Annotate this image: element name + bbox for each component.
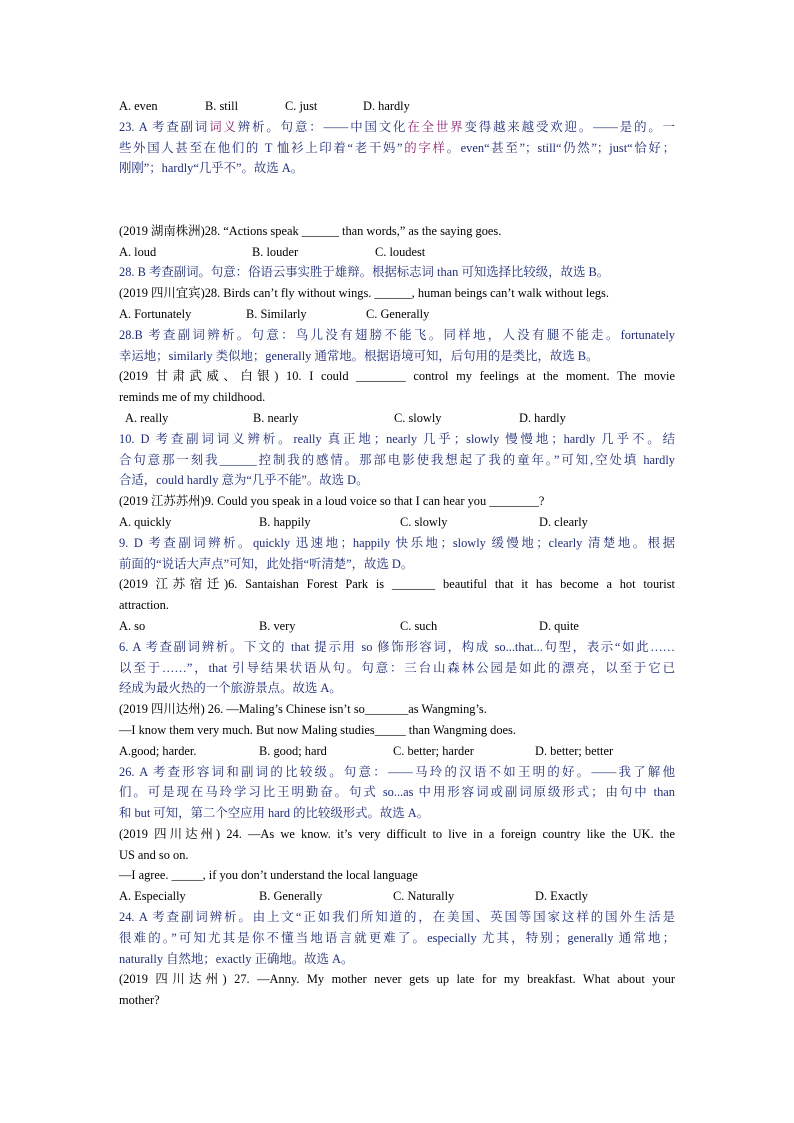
q23-options [119, 96, 675, 117]
option: C. loudest [375, 244, 426, 259]
q24-options [119, 886, 675, 907]
q23-option-a: A. even [119, 99, 158, 113]
option: A. quickly [119, 514, 172, 529]
option: C. slowly [400, 514, 448, 529]
q6-stem-line2: attraction. [119, 598, 169, 613]
q26-stem-line2: —I know them very much. But now Maling studies_____ than Wangming does. [119, 722, 516, 737]
option: A. Fortunately [119, 306, 192, 321]
q23-explanation-line1: 23. A 考查副词词义辨析。句意：——中国文化在全世界变得越来越受欢迎。——是的。一 [119, 119, 676, 134]
q27-stem-line2: mother? [119, 993, 160, 1008]
q24-explanation-line3: naturally 自然地；exactly 正确地。故选 A。 [119, 951, 354, 966]
option: B. happily [259, 514, 311, 529]
q24-explanation-line1: 24. A 考查副词辨析。由上文“正如我们所知道的，在美国、英国等国家这样的国外生活是 [119, 910, 675, 925]
q26-options [119, 741, 675, 762]
q24-explanation-line2: 很难的。”可知尤其是你不懂当地语言就更难了。especially 尤其，特别；generally 通常地； [119, 930, 675, 945]
q28-yibin-options [119, 304, 675, 325]
option: A.good; harder. [119, 743, 197, 758]
document-body [119, 96, 675, 1011]
q6-explanation-line2: 以至于……”，that 引导结果状语从句。句意：三台山森林公园是如此的漂亮，以至于它已 [119, 660, 675, 675]
option: B. Generally [259, 889, 323, 904]
q10-stem-line2: reminds me of my childhood. [119, 390, 266, 405]
q24-stem-line3: —I agree. _____, if you don’t understand the local language [119, 868, 418, 883]
option: A. so [119, 618, 146, 633]
q28-yibin-explanation-line1: 28.B 考查副词辨析。句意：鸟儿没有翅膀不能飞。同样地，人没有腿不能走。fortunately [119, 327, 675, 342]
q10-stem-line1: (2019 甘肃武威、白银) 10. I could ________ control my feelings at the moment. The movie [119, 369, 675, 384]
option: D. quite [539, 618, 579, 633]
q28-zhuzhou-explanation: 28. B 考查副词。句意：俗语云事实胜于雄辩。根据标志词 than 可知选择比较级，故选 B。 [119, 265, 610, 280]
q24-stem-line2: US and so on. [119, 847, 189, 862]
q26-explanation-line3: 和 but 可知，第二个空应用 hard 的比较级形式。故选 A。 [119, 806, 430, 821]
q9-explanation-line1: 9. D 考查副词辨析。quickly 迅速地；happily 快乐地；slowly 缓慢地；clearly 清楚地。根据 [119, 535, 675, 550]
option: D. clearly [539, 514, 588, 529]
option: D. Exactly [535, 889, 588, 904]
option: C. Naturally [393, 889, 455, 904]
option: A. Especially [119, 889, 186, 904]
option: B. Similarly [246, 306, 307, 321]
option: C. better; harder [393, 743, 474, 758]
option: D. hardly [519, 410, 566, 425]
q23-option-c: C. just [285, 99, 318, 113]
q23-option-d: D. hardly [363, 99, 410, 113]
option: A. really [125, 410, 169, 425]
q10-explanation-line3: 合适，could hardly 意为“几乎不能”。故选 D。 [119, 473, 369, 488]
q6-explanation-line3: 经成为最火热的一个旅游景点。故选 A。 [119, 681, 342, 696]
q6-options [119, 616, 675, 637]
q28-yibin-stem: (2019 四川宜宾)28. Birds can’t fly without wings. ______, human beings can’t walk without legs. [119, 286, 609, 301]
q10-explanation-line1: 10. D 考查副词词义辨析。really 真正地；nearly 几乎；slowly 慢慢地；hardly 几乎不。结 [119, 431, 675, 446]
option: D. better; better [535, 743, 614, 758]
q6-explanation-line1: 6. A 考查副词辨析。下文的 that 提示用 so 修饰形容词，构成 so...that...句型，表示“如此…… [119, 639, 675, 654]
q10-options [119, 408, 675, 429]
q9-stem: (2019 江苏苏州)9. Could you speak in a loud voice so that I can hear you ________? [119, 494, 545, 509]
option: B. louder [252, 244, 299, 259]
q26-explanation-line1: 26. A 考查形容词和副词的比较级。句意：——马玲的汉语不如王明的好。——我了解他 [119, 764, 675, 779]
q28-yibin-explanation-line2: 幸运地；similarly 类似地；generally 通常地。根据语境可知，后句用的是类比，故选 B。 [119, 348, 599, 363]
q10-explanation-line2: 合句意那一刻我______控制我的感情。那部电影使我想起了我的童年。”可知,空处填 hardly [119, 452, 675, 467]
q26-explanation-line2: 们。可是现在马玲学习比王明勤奋。句式 so...as 中用形容词或副词原级形式；由句中 than [119, 785, 675, 800]
q23-explanation-line2: 些外国人甚至在他们的 T 恤衫上印着“老干妈”的字样。even“甚至”；still“仍然”；just“恰好； [119, 140, 675, 155]
q9-options [119, 512, 675, 533]
q24-stem-line1: (2019 四川达州) 24. —As we know. it’s very difficult to live in a foreign country like the UK. the [119, 826, 675, 841]
option: C. slowly [394, 410, 442, 425]
q23-option-b: B. still [205, 99, 239, 113]
q26-stem-line1: (2019 四川达州) 26. —Maling’s Chinese isn’t so_______as Wangming’s. [119, 702, 487, 717]
q6-stem-line1: (2019 江苏宿迁)6. Santaishan Forest Park is _______ beautiful that it has become a hot tourist [119, 577, 675, 592]
option: B. very [259, 618, 296, 633]
option: C. Generally [366, 306, 430, 321]
q9-explanation-line2: 前面的“说话大声点”可知，此处指“听清楚”，故选 D。 [119, 556, 414, 571]
option: A. loud [119, 244, 157, 259]
option: C. such [400, 618, 438, 633]
q28-zhuzhou-stem: (2019 湖南株洲)28. “Actions speak ______ than words,” as the saying goes. [119, 223, 502, 238]
q27-stem-line1: (2019 四川达州) 27. —Anny. My mother never gets up late for my breakfast. What about your [119, 972, 675, 987]
q23-explanation-line3: 刚刚”；hardly“几乎不”。故选 A。 [119, 161, 304, 176]
q28-zhuzhou-options [119, 242, 675, 263]
option: B. nearly [253, 410, 299, 425]
option: B. good; hard [259, 743, 327, 758]
